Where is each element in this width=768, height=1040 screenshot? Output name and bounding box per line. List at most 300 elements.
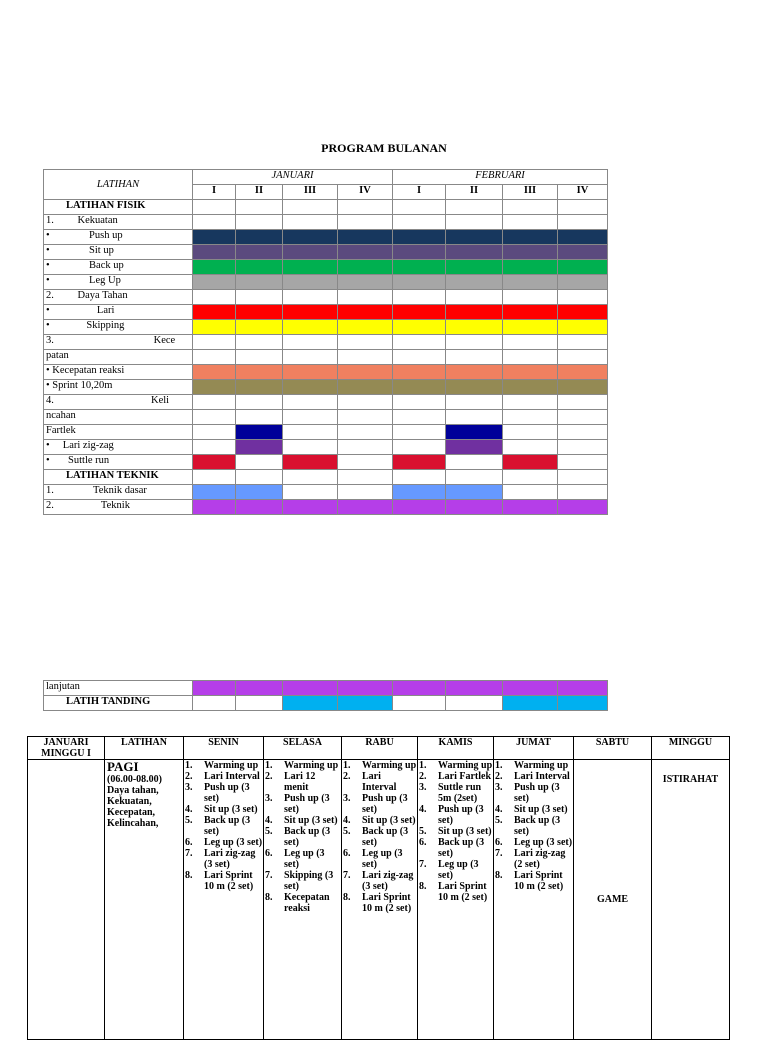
week-header: II	[236, 185, 283, 200]
week-cell-2	[236, 275, 283, 290]
program-row	[44, 380, 608, 395]
week-cell-4	[338, 380, 393, 395]
week-cell-5	[393, 320, 446, 335]
activity-label: 2. Daya Tahan	[44, 290, 193, 305]
activity-label: LATIHAN FISIK	[44, 200, 193, 215]
week-cell-5	[393, 696, 446, 711]
week-cell-8	[558, 395, 608, 410]
week-cell-2	[236, 455, 283, 470]
week-cell-7	[503, 245, 558, 260]
week-cell-3	[283, 245, 338, 260]
week-cell-5	[393, 440, 446, 455]
week-cell-1	[193, 440, 236, 455]
exercise-item: 4. Sit up (3 set)	[265, 815, 338, 826]
program-row	[44, 320, 608, 335]
exercise-item: 2. Lari Fartlek	[419, 771, 492, 782]
exercise-item: 5. Back up (3 set)	[343, 826, 409, 848]
sabtu-cell: GAME	[574, 760, 652, 1040]
program-row	[44, 440, 608, 455]
week-cell-7	[503, 440, 558, 455]
program-row	[44, 335, 608, 350]
activity-label: LATIHAN TEKNIK	[44, 470, 193, 485]
activity-label: • Kecepatan reaksi	[44, 365, 193, 380]
week-cell-8	[558, 275, 608, 290]
week-cell-8	[558, 290, 608, 305]
header-rabu: RABU	[342, 737, 418, 760]
week-cell-2	[236, 305, 283, 320]
program-row	[44, 275, 608, 290]
week-cell-8	[558, 350, 608, 365]
week-cell-5	[393, 380, 446, 395]
week-cell-8	[558, 305, 608, 320]
week-cell-6	[446, 335, 503, 350]
week-cell-2	[236, 425, 283, 440]
exercise-item: 3. Push up (3 set)	[343, 793, 408, 815]
exercise-item: 8. Lari Sprint 10 m (2 set)	[185, 870, 254, 892]
jumat-cell	[494, 760, 574, 1040]
week-header: III	[283, 185, 338, 200]
program-row	[44, 425, 608, 440]
week-cell-1	[193, 500, 236, 515]
exercise-item: 1. Warming up	[343, 760, 417, 771]
week-cell-7	[503, 260, 558, 275]
exercise-item: 7. Lari zig-zag (3 set)	[343, 870, 414, 892]
header-latihan: LATIHAN	[105, 737, 184, 760]
header-sabtu: SABTU	[574, 737, 652, 760]
week-cell-6	[446, 681, 503, 696]
week-cell-5	[393, 425, 446, 440]
week-cell-4	[338, 215, 393, 230]
week-cell-4	[338, 425, 393, 440]
week-cell-5	[393, 260, 446, 275]
week-cell-6	[446, 500, 503, 515]
week-cell-3	[283, 305, 338, 320]
exercise-item: 2. Lari Interval	[495, 771, 570, 782]
exercise-item: 8. Kecepatan reaksi	[265, 892, 330, 914]
week-cell-7	[503, 230, 558, 245]
weekly-schedule-table	[27, 736, 730, 1040]
week-cell-6	[446, 395, 503, 410]
selasa-cell	[264, 760, 342, 1040]
month-header: JANUARI	[193, 170, 393, 185]
week-cell-5	[393, 230, 446, 245]
week-cell-6	[446, 320, 503, 335]
week-cell-8	[558, 425, 608, 440]
week-cell-1	[193, 290, 236, 305]
week-cell-1	[193, 350, 236, 365]
exercise-item: 3. Push up (3 set)	[265, 793, 330, 815]
week-cell-8	[558, 470, 608, 485]
program-row	[44, 200, 608, 215]
program-row	[44, 696, 608, 711]
week-cell-2	[236, 365, 283, 380]
week-cell-6	[446, 290, 503, 305]
exercise-item: 2. Lari Interval	[185, 771, 260, 782]
week-cell-3	[283, 350, 338, 365]
exercise-item: 1. Warming up	[419, 760, 493, 771]
activity-label: • Suttle run	[44, 455, 193, 470]
activity-label: 3. Kece	[44, 335, 193, 350]
activity-label: LATIH TANDING	[44, 696, 193, 711]
week-cell-8	[558, 696, 608, 711]
week-cell-4	[338, 305, 393, 320]
header-senin: SENIN	[184, 737, 264, 760]
week-cell-3	[283, 500, 338, 515]
exercise-item: 6. Leg up (3 set)	[343, 848, 403, 870]
week-cell-1	[193, 365, 236, 380]
week-cell-8	[558, 335, 608, 350]
week-cell-8	[558, 245, 608, 260]
week-cell-3	[283, 440, 338, 455]
week-cell-2	[236, 260, 283, 275]
week-cell-1	[193, 485, 236, 500]
week-cell-3	[283, 485, 338, 500]
week-cell-7	[503, 425, 558, 440]
week-cell-8	[558, 200, 608, 215]
week-cell-1	[193, 215, 236, 230]
senin-cell	[184, 760, 264, 1040]
week-cell-5	[393, 681, 446, 696]
exercise-item: 8. Lari Sprint 10 m (2 set)	[343, 892, 412, 914]
exercise-item: 7. Lari zig-zag (2 set)	[495, 848, 566, 870]
week-cell-2	[236, 335, 283, 350]
week-cell-1	[193, 470, 236, 485]
week-cell-8	[558, 320, 608, 335]
week-cell-4	[338, 696, 393, 711]
week-cell-4	[338, 260, 393, 275]
activity-label: 4. Keli	[44, 395, 193, 410]
week-cell-5	[393, 395, 446, 410]
week-cell-3	[283, 290, 338, 305]
week-cell-5	[393, 500, 446, 515]
week-cell-4	[338, 335, 393, 350]
week-cell-6	[446, 260, 503, 275]
week-cell-3	[283, 320, 338, 335]
header-minggu-i: JANUARI MINGGU I	[28, 737, 105, 760]
week-cell-2	[236, 350, 283, 365]
week-cell-3	[283, 380, 338, 395]
week-cell-6	[446, 365, 503, 380]
program-row	[44, 290, 608, 305]
week-cell-5	[393, 290, 446, 305]
session-focus: Daya tahan, Kekuatan, Kecepatan, Kelincahan,	[107, 785, 159, 829]
week-cell-6	[446, 275, 503, 290]
week-cell-4	[338, 245, 393, 260]
week-cell-6	[446, 215, 503, 230]
page-title: PROGRAM BULANAN	[321, 141, 447, 155]
week-cell-6	[446, 696, 503, 711]
exercise-item: 2. Lari Interval	[343, 771, 397, 793]
week-cell-7	[503, 380, 558, 395]
week-cell-5	[393, 305, 446, 320]
activity-label: • Back up	[44, 260, 193, 275]
session-label: PAGI	[107, 759, 139, 774]
week-cell-5	[393, 365, 446, 380]
week-cell-1	[193, 245, 236, 260]
activity-label: 2. Teknik	[44, 500, 193, 515]
week-cell-7	[503, 395, 558, 410]
week-cell-1	[193, 395, 236, 410]
week-cell-7	[503, 365, 558, 380]
week-cell-3	[283, 455, 338, 470]
exercise-item: 2. Lari 12 menit	[265, 771, 316, 793]
week-cell-7	[503, 500, 558, 515]
week-cell-6	[446, 200, 503, 215]
week-cell-8	[558, 410, 608, 425]
program-row	[44, 215, 608, 230]
week-header: III	[503, 185, 558, 200]
exercise-item: 3. Push up (3 set)	[495, 782, 560, 804]
week-cell-4	[338, 470, 393, 485]
program-row	[44, 260, 608, 275]
week-cell-5	[393, 275, 446, 290]
program-row	[44, 500, 608, 515]
week-cell-6	[446, 410, 503, 425]
week-cell-2	[236, 500, 283, 515]
program-row	[44, 485, 608, 500]
week-cell-2	[236, 470, 283, 485]
month-header-row	[44, 170, 608, 185]
week-cell-7	[503, 320, 558, 335]
header-jumat: JUMAT	[494, 737, 574, 760]
weekly-header-row	[28, 737, 730, 760]
exercise-item: 8. Lari Sprint 10 m (2 set)	[495, 870, 564, 892]
latihan-cell	[105, 760, 184, 1040]
program-row	[44, 681, 608, 696]
exercise-item: 4. Sit up (3 set)	[495, 804, 568, 815]
week-cell-7	[503, 305, 558, 320]
week-cell-3	[283, 275, 338, 290]
week-cell-1	[193, 275, 236, 290]
week-header: IV	[558, 185, 608, 200]
activity-label: • Sit up	[44, 245, 193, 260]
week-cell-3	[283, 335, 338, 350]
activity-label: • Lari	[44, 305, 193, 320]
week-cell-2	[236, 485, 283, 500]
week-cell-4	[338, 410, 393, 425]
week-cell-2	[236, 410, 283, 425]
program-row	[44, 305, 608, 320]
week-cell-8	[558, 500, 608, 515]
exercise-item: 5. Back up (3 set)	[265, 826, 331, 848]
exercise-item: 5. Sit up (3 set)	[419, 826, 492, 837]
week-cell-1	[193, 455, 236, 470]
week-cell-5	[393, 455, 446, 470]
activity-label: • Push up	[44, 230, 193, 245]
week-cell-3	[283, 425, 338, 440]
activity-label: • Sprint 10,20m	[44, 380, 193, 395]
week-header: I	[193, 185, 236, 200]
exercise-item: 6. Leg up (3 set)	[185, 837, 263, 848]
week-cell-5	[393, 215, 446, 230]
program-row	[44, 470, 608, 485]
week-cell-1	[193, 410, 236, 425]
week-cell-3	[283, 696, 338, 711]
week-cell-4	[338, 320, 393, 335]
minggu-cell: ISTIRAHAT	[652, 760, 730, 1040]
week-cell-2	[236, 215, 283, 230]
week-header: I	[393, 185, 446, 200]
session-time: (06.00-08.00)	[107, 774, 162, 785]
week-cell-7	[503, 350, 558, 365]
program-row	[44, 410, 608, 425]
week-cell-3	[283, 395, 338, 410]
week-cell-1	[193, 305, 236, 320]
week-cell-5	[393, 410, 446, 425]
week-cell-6	[446, 245, 503, 260]
header-minggu: MINGGU	[652, 737, 730, 760]
week-cell-4	[338, 275, 393, 290]
week-cell-4	[338, 440, 393, 455]
week-cell-6	[446, 455, 503, 470]
week-cell-6	[446, 470, 503, 485]
week-cell-6	[446, 425, 503, 440]
week-cell-2	[236, 230, 283, 245]
exercise-item: 1. Warming up	[185, 760, 259, 771]
week-cell-5	[393, 485, 446, 500]
week-cell-5	[393, 335, 446, 350]
week-cell-7	[503, 200, 558, 215]
week-cell-3	[283, 230, 338, 245]
header-selasa: SELASA	[264, 737, 342, 760]
week-cell-7	[503, 681, 558, 696]
week-cell-3	[283, 365, 338, 380]
week-cell-7	[503, 275, 558, 290]
exercise-item: 3. Push up (3 set)	[185, 782, 250, 804]
week-cell-1	[193, 260, 236, 275]
week-cell-8	[558, 380, 608, 395]
exercise-item: 7. Skipping (3 set)	[265, 870, 334, 892]
week-cell-8	[558, 440, 608, 455]
week-cell-6	[446, 380, 503, 395]
exercise-item: 7. Leg up (3 set)	[419, 859, 479, 881]
exercise-item: 3. Suttle run 5m (2set)	[419, 782, 482, 804]
week-cell-5	[393, 350, 446, 365]
week-cell-2	[236, 245, 283, 260]
week-cell-4	[338, 485, 393, 500]
exercise-item: 6. Back up (3 set)	[419, 837, 485, 859]
exercise-item: 4. Push up (3 set)	[419, 804, 484, 826]
activity-label: • Skipping	[44, 320, 193, 335]
week-cell-1	[193, 696, 236, 711]
week-cell-6	[446, 440, 503, 455]
week-cell-4	[338, 200, 393, 215]
exercise-item: 8. Lari Sprint 10 m (2 set)	[419, 881, 488, 903]
exercise-item: 6. Leg up (3 set)	[495, 837, 573, 848]
activity-label: • Lari zig-zag	[44, 440, 193, 455]
week-cell-1	[193, 425, 236, 440]
exercise-item: 7. Lari zig-zag (3 set)	[185, 848, 256, 870]
week-cell-8	[558, 455, 608, 470]
week-cell	[28, 760, 105, 1040]
week-cell-3	[283, 200, 338, 215]
week-cell-7	[503, 696, 558, 711]
week-cell-1	[193, 230, 236, 245]
week-cell-1	[193, 335, 236, 350]
monthly-program-table-continued	[43, 680, 608, 711]
week-cell-4	[338, 395, 393, 410]
week-cell-6	[446, 305, 503, 320]
week-cell-3	[283, 215, 338, 230]
week-cell-4	[338, 350, 393, 365]
exercise-item: 4. Sit up (3 set)	[343, 815, 416, 826]
header-kamis: KAMIS	[418, 737, 494, 760]
week-cell-6	[446, 485, 503, 500]
exercise-item: 5. Back up (3 set)	[495, 815, 561, 837]
week-cell-2	[236, 290, 283, 305]
week-cell-7	[503, 335, 558, 350]
exercise-item: 6. Leg up (3 set)	[265, 848, 325, 870]
monthly-program-table	[43, 169, 608, 515]
activity-label: lanjutan	[44, 681, 193, 696]
week-cell-2	[236, 380, 283, 395]
week-cell-3	[283, 681, 338, 696]
week-cell-1	[193, 320, 236, 335]
weekly-body-row	[28, 760, 730, 1040]
week-cell-8	[558, 681, 608, 696]
activity-label: • Leg Up	[44, 275, 193, 290]
week-cell-2	[236, 681, 283, 696]
week-cell-4	[338, 681, 393, 696]
activity-label: patan	[44, 350, 193, 365]
activity-label: 1. Teknik dasar	[44, 485, 193, 500]
week-cell-7	[503, 470, 558, 485]
week-cell-7	[503, 485, 558, 500]
week-cell-8	[558, 485, 608, 500]
program-row	[44, 350, 608, 365]
latihan-header: LATIHAN	[44, 170, 193, 200]
program-row	[44, 245, 608, 260]
week-header: IV	[338, 185, 393, 200]
week-cell-4	[338, 500, 393, 515]
week-cell-7	[503, 410, 558, 425]
activity-label: Fartlek	[44, 425, 193, 440]
rabu-cell	[342, 760, 418, 1040]
week-cell-4	[338, 455, 393, 470]
week-cell-2	[236, 395, 283, 410]
program-row	[44, 395, 608, 410]
week-cell-5	[393, 245, 446, 260]
week-cell-3	[283, 410, 338, 425]
week-cell-3	[283, 260, 338, 275]
week-cell-2	[236, 440, 283, 455]
activity-label: 1. Kekuatan	[44, 215, 193, 230]
week-cell-2	[236, 200, 283, 215]
week-cell-1	[193, 681, 236, 696]
exercise-item: 1. Warming up	[265, 760, 339, 771]
week-cell-5	[393, 470, 446, 485]
exercise-item: 1. Warming up	[495, 760, 569, 771]
week-cell-8	[558, 365, 608, 380]
week-cell-1	[193, 380, 236, 395]
exercise-item: 4. Sit up (3 set)	[185, 804, 258, 815]
week-cell-7	[503, 215, 558, 230]
week-cell-6	[446, 350, 503, 365]
week-cell-8	[558, 215, 608, 230]
week-cell-3	[283, 470, 338, 485]
exercise-item: 5. Back up (3 set)	[185, 815, 251, 837]
week-cell-8	[558, 260, 608, 275]
week-cell-7	[503, 455, 558, 470]
program-row	[44, 230, 608, 245]
week-cell-4	[338, 290, 393, 305]
week-cell-1	[193, 200, 236, 215]
week-cell-4	[338, 365, 393, 380]
week-cell-7	[503, 290, 558, 305]
week-cell-4	[338, 230, 393, 245]
week-cell-2	[236, 696, 283, 711]
activity-label: ncahan	[44, 410, 193, 425]
